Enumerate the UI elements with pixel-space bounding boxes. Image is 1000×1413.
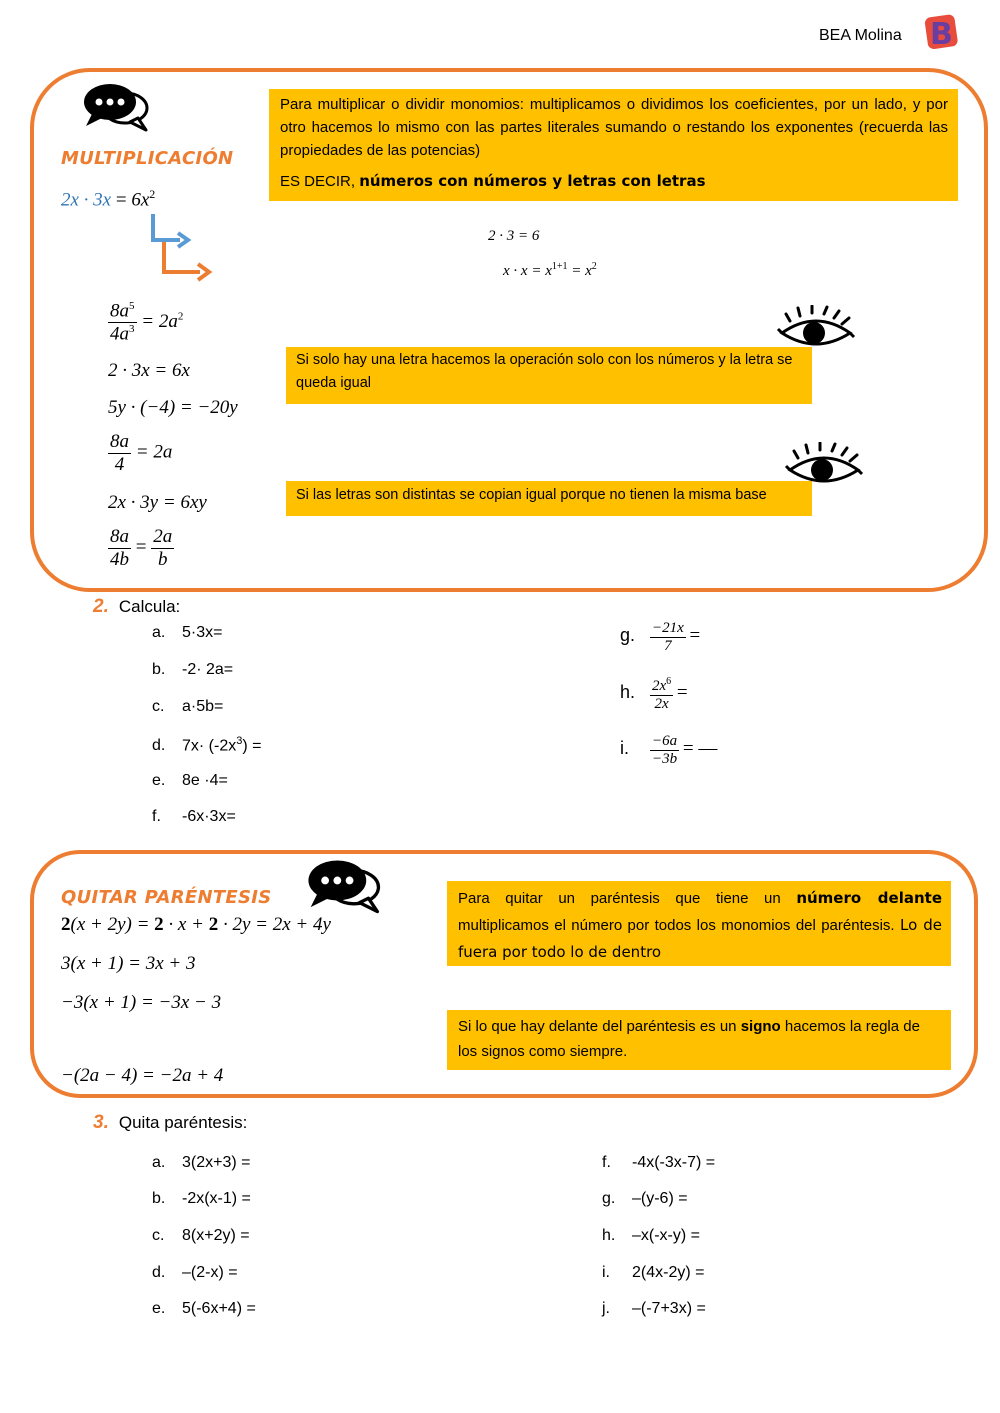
e6-eq: = bbox=[135, 536, 147, 558]
exercise-2-item: e. 8e ·4= bbox=[152, 772, 228, 789]
exercise-3-item: c. 8(x+2y) = bbox=[152, 1227, 250, 1244]
parentheses-example-2: 3(x + 1) = 3x + 3 bbox=[61, 953, 196, 974]
eye-icon bbox=[776, 305, 856, 362]
exercise-2-item: f. -6x·3x= bbox=[152, 808, 236, 825]
e6-den2: b bbox=[157, 548, 168, 570]
example-divide-by-number bbox=[108, 431, 172, 476]
e1-num: 8a bbox=[110, 300, 129, 322]
speech-bubble-icon bbox=[304, 856, 384, 921]
main-example-exp: 2 bbox=[149, 187, 156, 201]
author-name: BEA Molina bbox=[819, 27, 902, 44]
note-sign-before-parenthesis: Si lo que hay delante del paréntesis es un signo hacemos la regla de los signos como siempre. bbox=[447, 1010, 951, 1070]
exercise-2-title: Calcula: bbox=[118, 597, 181, 616]
e6-num: 8a bbox=[110, 526, 129, 547]
note-one-letter: Si solo hay una letra hacemos la operación solo con los números y la letra se queda igual bbox=[286, 347, 812, 404]
exercise-2-item: h. $\frac{2x^6}{2x}$ = bbox=[620, 676, 688, 713]
e1-num-exp: 5 bbox=[129, 300, 135, 312]
coefficient-example: 2 · 3 = 6 bbox=[488, 228, 540, 244]
e1-rhs-exp: 2 bbox=[177, 310, 184, 323]
e6-num2: 2a bbox=[153, 526, 173, 547]
e1-rhs: = 2a bbox=[141, 311, 178, 333]
e4-rhs: = 2a bbox=[135, 441, 173, 463]
multiplication-title: MULTIPLICACIÓN bbox=[61, 148, 234, 169]
note-distinct-letters: Si las letras son distintas se copian igual porque no tienen la misma base bbox=[286, 481, 812, 516]
literal-example-mid: = x bbox=[567, 263, 592, 279]
exercise-2-item: a. 5·3x= bbox=[152, 624, 223, 641]
literal-example bbox=[503, 261, 597, 280]
intro-note-bold: números con números y letras con letras bbox=[359, 172, 706, 190]
e4-num: 8a bbox=[110, 431, 129, 452]
literal-example-exp1: 1+1 bbox=[551, 261, 568, 272]
exercise-2-item: d. $7x\cdot (-2x^3)$ = bbox=[152, 735, 262, 755]
arrows-icon bbox=[148, 212, 214, 291]
exercise-3-item: e. 5(-6x+4) = bbox=[152, 1300, 256, 1317]
note-number-before-parenthesis: Para quitar un paréntesis que tiene un número delante multiplicamos el número por todos los monomios del paréntesis. Lo de fuera por todo lo de dentro bbox=[447, 881, 951, 966]
exercise-2-heading bbox=[93, 596, 180, 618]
main-example-eq: = bbox=[115, 189, 127, 211]
logo-letter: B bbox=[930, 17, 953, 52]
intro-note bbox=[269, 89, 958, 201]
logo bbox=[918, 8, 962, 52]
exercise-3-item: g. –(y-6) = bbox=[602, 1190, 688, 1207]
exercise-3-item: f. -4x(-3x-7) = bbox=[602, 1154, 716, 1171]
main-example bbox=[61, 187, 155, 211]
exercise-2-item: c. a·5b= bbox=[152, 698, 224, 715]
parentheses-example-1: 2(x + 2y) = 2 · x + 2 · 2y = 2x + 4y bbox=[61, 914, 331, 935]
intro-note-prefix: ES DECIR, bbox=[280, 173, 356, 190]
e4-den: 4 bbox=[114, 453, 125, 475]
parentheses-example-4: −(2a − 4) = −2a + 4 bbox=[61, 1065, 224, 1086]
exercise-2-item: i. $\frac{-6a}{-3b}$ = — bbox=[620, 733, 718, 768]
exercise-3-heading bbox=[93, 1112, 247, 1134]
exercise-3-item: j. –(-7+3x) = bbox=[602, 1300, 706, 1317]
example-negative-coefficient: 5y · (−4) = −20y bbox=[108, 397, 238, 418]
literal-example-exp2: 2 bbox=[591, 261, 597, 272]
e1-den-exp: 3 bbox=[129, 323, 135, 336]
intro-note-summary bbox=[280, 170, 948, 193]
exercise-2-item: b. -2· 2a= bbox=[152, 661, 234, 678]
e6-den: 4b bbox=[110, 548, 129, 570]
literal-example-base: x · x = x bbox=[503, 263, 552, 279]
exercise-2-number: 2. bbox=[93, 596, 109, 617]
exercise-3-title: Quita paréntesis: bbox=[118, 1113, 248, 1132]
exercise-3-item: h. –x(-x-y) = bbox=[602, 1227, 700, 1244]
example-divide-distinct-letters bbox=[108, 526, 174, 571]
main-example-lhs: 2x · 3x bbox=[61, 189, 112, 211]
example-number-times-monomial: 2 · 3x = 6x bbox=[108, 360, 190, 381]
example-distinct-letters: 2x · 3y = 6xy bbox=[108, 492, 207, 513]
exercise-3-item: i. 2(4x-2y) = bbox=[602, 1264, 705, 1281]
parentheses-title: QUITAR PARÉNTESIS bbox=[61, 887, 272, 908]
intro-note-text: Para multiplicar o dividir monomios: multiplicamos o dividimos los coeficientes, por un lado, y por otro hacemos lo mismo con las partes literales sumando o restando los exponentes (recuerda las propiedades de las potencias) bbox=[280, 96, 948, 159]
example-fraction-powers bbox=[108, 300, 183, 345]
parentheses-example-3: −3(x + 1) = −3x − 3 bbox=[61, 992, 222, 1013]
exercise-3-item: a. 3(2x+3) = bbox=[152, 1154, 251, 1171]
exercise-2-item: g. $\frac{-21x}{7}$ = bbox=[620, 620, 701, 655]
e1-den: 4a bbox=[110, 323, 129, 345]
exercise-3-item: b. -2x(x-1) = bbox=[152, 1190, 251, 1207]
eye-icon bbox=[784, 442, 864, 499]
speech-bubble-icon bbox=[80, 80, 152, 139]
main-example-rhs: 6x bbox=[131, 189, 150, 211]
exercise-3-number: 3. bbox=[93, 1112, 109, 1133]
exercise-3-item: d. –(2-x) = bbox=[152, 1264, 238, 1281]
